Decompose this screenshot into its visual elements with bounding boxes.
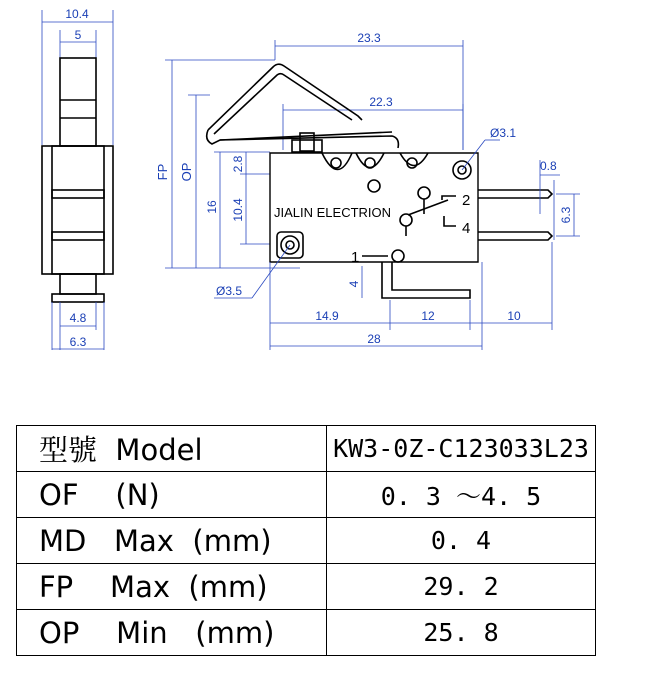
spec-label: FP Max (mm)	[17, 564, 327, 610]
spec-value: 0. 3 ～4. 5	[327, 472, 596, 518]
dim-hole-3-1: Ø3.1	[490, 126, 517, 140]
spec-value: 25. 8	[327, 610, 596, 656]
dim-fp: FP	[155, 163, 170, 181]
spec-label: OP Min (mm)	[17, 610, 327, 656]
dim-28: 28	[367, 332, 381, 346]
dim-22-3: 22.3	[369, 95, 393, 109]
front-view	[155, 31, 580, 350]
terminal-1-label: 1	[351, 249, 360, 266]
dim-14-9: 14.9	[315, 309, 339, 323]
dim-16: 16	[205, 200, 219, 214]
terminal-2-label: 2	[462, 192, 471, 209]
dim-side-5: 5	[74, 28, 82, 42]
dim-4: 4	[347, 280, 361, 288]
spec-value: 0. 4	[327, 518, 596, 564]
spec-value: 29. 2	[327, 564, 596, 610]
side-view	[42, 7, 113, 350]
dim-pin-0-8: 0.8	[540, 159, 557, 173]
dim-side-6-3: 6.3	[69, 335, 87, 349]
table-row	[17, 564, 596, 610]
table-row	[17, 610, 596, 656]
terminal-4-label: 4	[462, 220, 471, 237]
table-row	[17, 518, 596, 564]
dim-23-3: 23.3	[357, 31, 381, 45]
table-row	[17, 472, 596, 518]
spec-table	[16, 425, 596, 656]
dim-side-4-8: 4.8	[69, 311, 87, 325]
spec-value: KW3-0Z-C123033L23	[327, 426, 596, 472]
dim-side-10-4: 10.4	[65, 7, 89, 21]
spec-label: OF (N)	[17, 472, 327, 518]
table-row	[17, 426, 596, 472]
dim-pin-6-3: 6.3	[559, 206, 573, 224]
dim-10-4: 10.4	[231, 198, 245, 222]
spec-label: 型號 Model	[17, 426, 327, 472]
dim-2-8: 2.8	[231, 155, 245, 173]
spec-label: MD Max (mm)	[17, 518, 327, 564]
dim-hole-3-5: Ø3.5	[216, 284, 243, 298]
brand-text: JIALIN ELECTRION	[274, 205, 392, 220]
dim-op: OP	[179, 162, 194, 182]
actuator-lever	[208, 64, 362, 130]
dim-10: 10	[507, 309, 521, 323]
dim-12: 12	[421, 309, 435, 323]
